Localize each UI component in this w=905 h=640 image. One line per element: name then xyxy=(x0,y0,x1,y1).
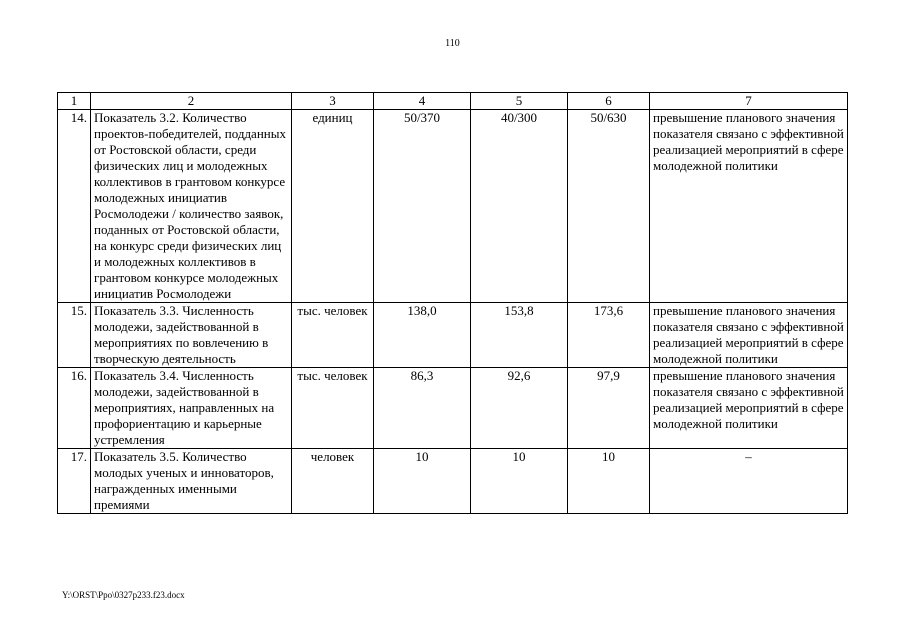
unit-cell: человек xyxy=(292,449,374,514)
row-number: 17. xyxy=(58,449,91,514)
value-col-6: 173,6 xyxy=(568,303,650,368)
value-col-6: 97,9 xyxy=(568,368,650,449)
indicator-name: Показатель 3.5. Количество молодых ученых и инноваторов, награжденных именными премиями xyxy=(91,449,292,514)
value-col-4: 138,0 xyxy=(374,303,471,368)
value-col-4: 86,3 xyxy=(374,368,471,449)
header-col-3: 3 xyxy=(292,93,374,110)
page-number: 110 xyxy=(445,38,460,49)
comment-cell: превышение планового значения показателя связано с эффективной реализацией мероприятий в сфере молодежной политики xyxy=(650,303,848,368)
header-col-4: 4 xyxy=(374,93,471,110)
header-col-2: 2 xyxy=(91,93,292,110)
indicator-name: Показатель 3.4. Численность молодежи, задействованной в мероприятиях, направленных на профориентацию и карьерные устремления xyxy=(91,368,292,449)
row-number: 14. xyxy=(58,110,91,303)
value-col-5: 153,8 xyxy=(471,303,568,368)
value-col-6: 50/630 xyxy=(568,110,650,303)
row-number: 16. xyxy=(58,368,91,449)
value-col-4: 10 xyxy=(374,449,471,514)
header-col-6: 6 xyxy=(568,93,650,110)
row-number: 15. xyxy=(58,303,91,368)
indicators-table xyxy=(57,92,848,514)
comment-cell: превышение планового значения показателя связано с эффективной реализацией мероприятий в сфере молодежной политики xyxy=(650,110,848,303)
comment-cell: – xyxy=(650,449,848,514)
value-col-4: 50/370 xyxy=(374,110,471,303)
value-col-5: 40/300 xyxy=(471,110,568,303)
indicator-name: Показатель 3.3. Численность молодежи, задействованной в мероприятиях по вовлечению в творческую деятельность xyxy=(91,303,292,368)
header-col-7: 7 xyxy=(650,93,848,110)
unit-cell: единиц xyxy=(292,110,374,303)
value-col-6: 10 xyxy=(568,449,650,514)
table-row xyxy=(58,368,848,449)
table-row xyxy=(58,303,848,368)
unit-cell: тыс. человек xyxy=(292,303,374,368)
value-col-5: 10 xyxy=(471,449,568,514)
header-col-1: 1 xyxy=(58,93,91,110)
table-row xyxy=(58,449,848,514)
header-col-5: 5 xyxy=(471,93,568,110)
value-col-5: 92,6 xyxy=(471,368,568,449)
footer-file-path: Y:\ORST\Ppo\0327p233.f23.docx xyxy=(62,590,185,600)
header-row xyxy=(58,93,848,110)
unit-cell: тыс. человек xyxy=(292,368,374,449)
indicator-name: Показатель 3.2. Количество проектов-победителей, подданных от Ростовской области, среди физических лиц и молодежных коллективов в грантовом конкурсе молодежных инициатив Росмолодежи / количество заявок, поданных от Ростовской области, на конкурс среди физических лиц и молодежных коллективов в грантовом конкурсе молодежных инициатив Росмолодежи xyxy=(91,110,292,303)
table-row xyxy=(58,110,848,303)
comment-cell: превышение планового значения показателя связано с эффективной реализацией мероприятий в сфере молодежной политики xyxy=(650,368,848,449)
